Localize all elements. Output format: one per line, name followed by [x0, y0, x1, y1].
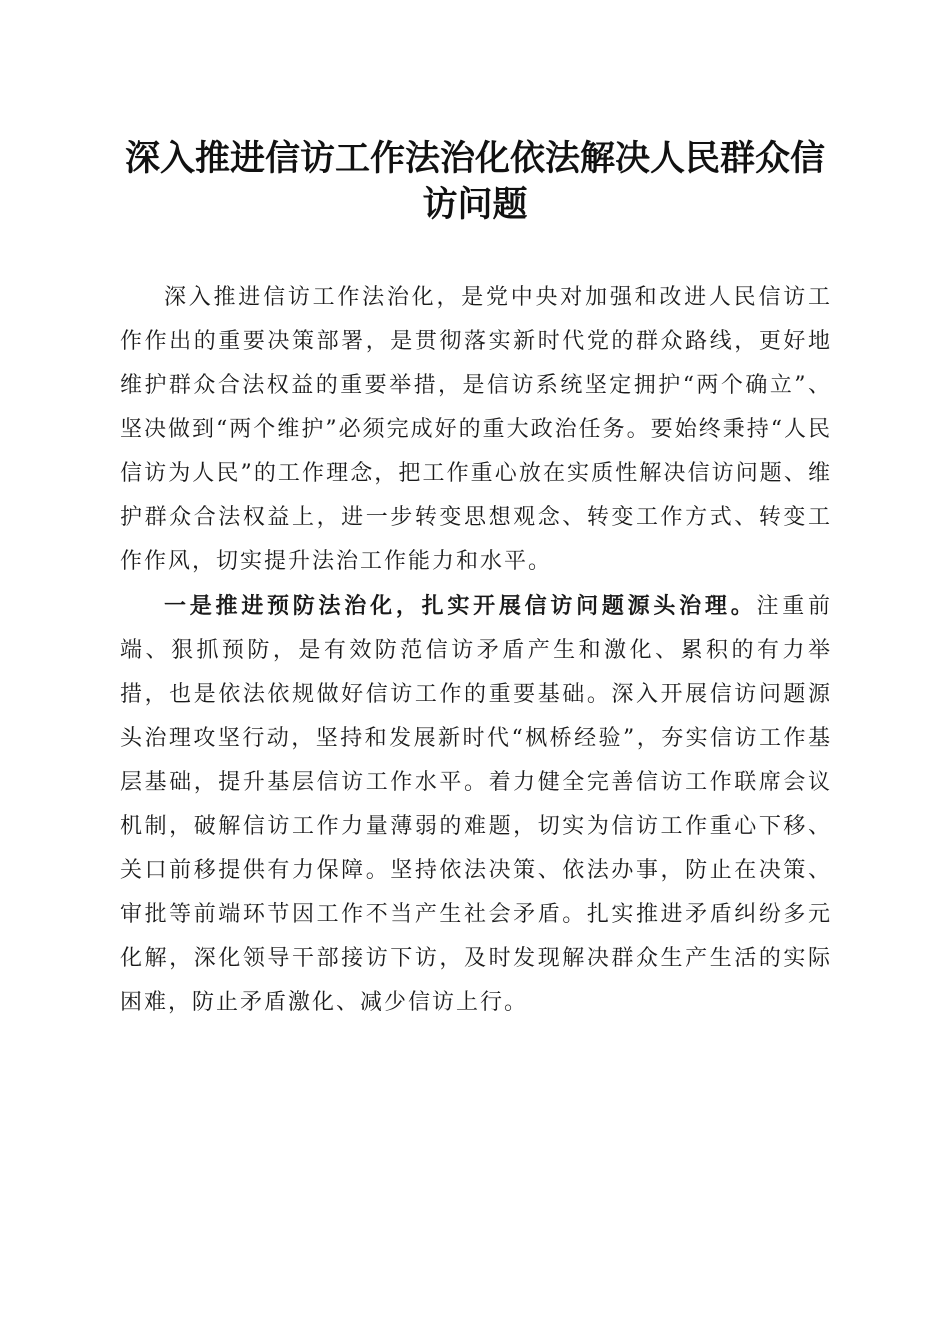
- paragraph-intro-text: 深入推进信访工作法治化，是党中央对加强和改进人民信访工作作出的重要决策部署，是贯彻落实新时代党的群众路线，更好地维护群众合法权益的重要举措，是信访系统坚定拥护“两个确立”、坚决做到“两个维护”必须完成好的重大政治任务。要始终秉持“人民信访为人民”的工作理念，把工作重心放在实质性解决信访问题、维护群众合法权益上，进一步转变思想观念、转变工作方式、转变工作作风，切实提升法治工作能力和水平。: [120, 285, 832, 574]
- paragraph-prevention: [120, 584, 832, 1025]
- document-title: 深入推进信访工作法治化依法解决人民群众信访问题: [124, 138, 825, 225]
- paragraph-prevention-text: 注重前端、狠抓预防，是有效防范信访矛盾产生和激化、累积的有力举措，也是依法依规做好信访工作的重要基础。深入开展信访问题源头治理攻坚行动，坚持和发展新时代“枫桥经验”，夯实信访工作基层基础，提升基层信访工作水平。着力健全完善信访工作联席会议机制，破解信访工作力量薄弱的难题，切实为信访工作重心下移、关口前移提供有力保障。坚持依法决策、依法办事，防止在决策、审批等前端环节因工作不当产生社会矛盾。扎实推进矛盾纠纷多元化解，深化领导干部接访下访，及时发现解决群众生产生活的实际困难，防止矛盾激化、减少信访上行。: [120, 594, 832, 1015]
- paragraph-intro: [120, 276, 832, 584]
- paragraph-prevention-lead: 一是推进预防法治化，扎实开展信访问题源头治理。: [164, 593, 757, 619]
- document-body: [120, 276, 832, 1025]
